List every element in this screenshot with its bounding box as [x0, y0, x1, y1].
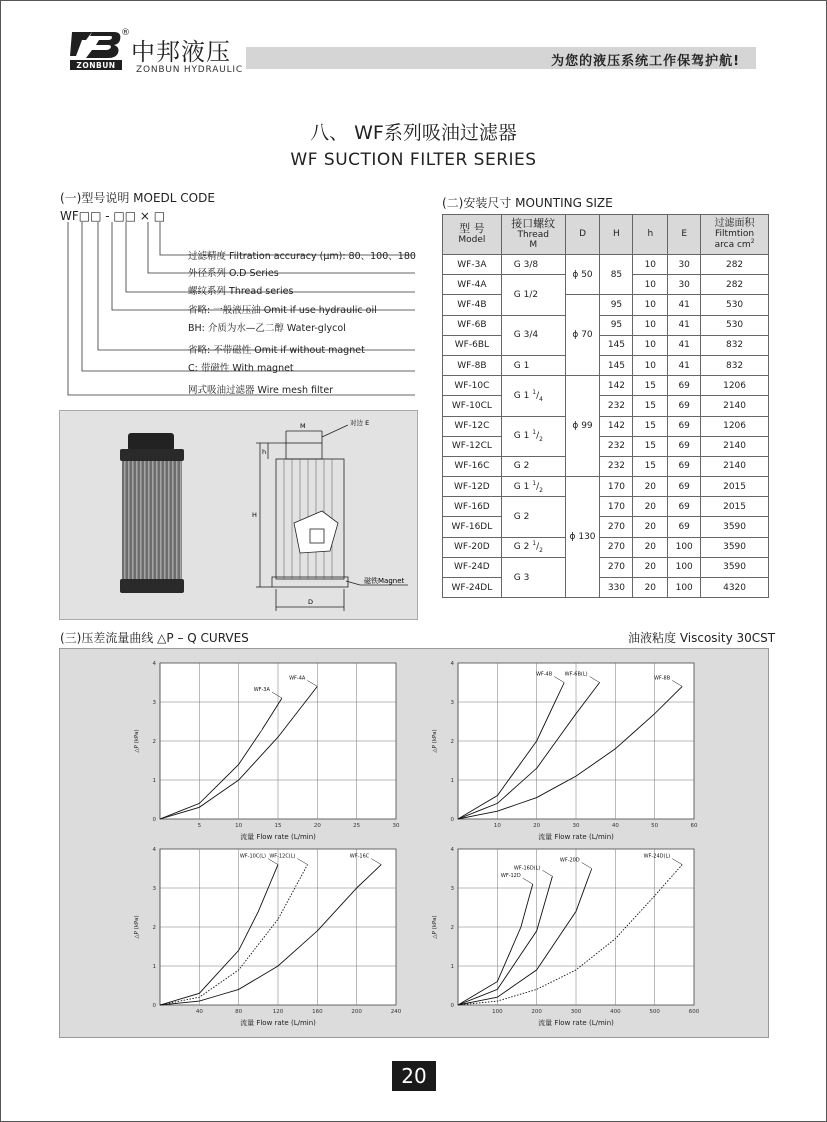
filter-mesh: [122, 461, 182, 581]
table-row: WF-12D G 1 $^1/_2$ ϕ 130 170 20 69 2015: [443, 477, 769, 497]
zonbun-logo: [70, 30, 122, 70]
chart-series-label: WF-16C: [349, 853, 370, 860]
chart-series-label: WF-12C(L): [269, 853, 296, 860]
chart-x-tick-label: 25: [353, 823, 361, 829]
chart-y-tick-label: 1: [450, 964, 454, 970]
table-row: WF-3A G 3/8 ϕ 50 85 10 30 282: [443, 255, 769, 275]
chart-y-tick-label: 0: [450, 1003, 454, 1009]
chart-y-tick-label: 4: [152, 661, 156, 667]
chart-x-tick-label: 200: [531, 1009, 542, 1015]
chart-y-tick-label: 4: [450, 661, 454, 667]
chart-x-tick-label: 600: [688, 1009, 700, 1015]
chart-series-label: WF-8B: [653, 675, 671, 682]
title-cn: 八、 WF系列吸油过滤器: [310, 122, 517, 144]
chart-x-tick-label: 20: [533, 823, 541, 829]
chart-y-tick-label: 0: [152, 1003, 156, 1009]
chart-series-label: WF-4A: [289, 675, 306, 682]
model-code-line-4: 省略: 一般液压油 Omit if use hydraulic oil: [188, 305, 377, 316]
mounting-size-heading: (二)安装尺寸 MOUNTING SIZE: [442, 196, 613, 210]
product-photo-panel: [59, 410, 418, 620]
model-code-line-3: 螺纹系列 Thread series: [188, 286, 294, 297]
table-row: WF-12C G 1 $^1/_2$ 142 15 69 1206: [443, 416, 769, 436]
table-row: WF-24D G 3 270 20 100 3590: [443, 557, 769, 577]
col-model: 型 号 Model: [443, 215, 502, 255]
curves-panel: [59, 648, 769, 1038]
chart-x-axis-label: 流量 Flow rate (L/min): [538, 833, 614, 841]
chart-x-tick-label: 50: [651, 823, 659, 829]
chart-x-tick-label: 5: [197, 823, 202, 829]
chart-y-axis-label: △P (kPa): [432, 729, 438, 753]
chart-series-label: WF-12D: [500, 873, 521, 880]
dim-label-d: D: [308, 598, 314, 606]
col-d: D: [565, 215, 600, 255]
registered-mark: ®: [121, 28, 130, 38]
chart-x-tick-label: 20: [313, 823, 321, 829]
chart-x-tick-label: 15: [274, 823, 282, 829]
chart-series-label: WF-20D: [559, 857, 580, 864]
chart-x-tick-label: 30: [392, 823, 400, 829]
title-en: WF SUCTION FILTER SERIES: [290, 150, 537, 170]
brand-name-cn: 中邦液压: [131, 38, 231, 66]
chart-x-tick-label: 500: [649, 1009, 660, 1015]
chart-series-label: WF-6B(L): [564, 671, 588, 678]
pressure-flow-charts: [60, 649, 770, 1039]
filter-illustration: [60, 411, 419, 621]
chart-y-tick-label: 3: [152, 886, 156, 892]
table-row: WF-8B G 1 145 10 41 832: [443, 355, 769, 375]
filter-cap: [128, 433, 174, 451]
chart-y-axis-label: △P (kPa): [432, 915, 438, 939]
page-number: 20: [392, 1061, 436, 1091]
chart-x-tick-label: 30: [572, 823, 580, 829]
model-code-heading: (一)型号说明 MOEDL CODE: [60, 191, 215, 205]
chart-x-axis-label: 流量 Flow rate (L/min): [240, 1019, 316, 1027]
chart-x-tick-label: 400: [610, 1009, 621, 1015]
col-H: H: [600, 215, 633, 255]
chart-y-tick-label: 3: [450, 700, 454, 706]
chart-y-tick-label: 2: [450, 739, 454, 745]
table-row: WF-4B ϕ 70 95 10 41 530: [443, 295, 769, 315]
chart-y-tick-label: 1: [152, 964, 156, 970]
mounting-size-table: [442, 214, 769, 598]
table-row: WF-4A G 1/2 10 30 282: [443, 275, 769, 295]
slogan: 为您的液压系统工作保驾护航!: [551, 54, 740, 69]
dim-label-h-small: h: [262, 448, 267, 456]
dim-label-e: 对边 E: [350, 419, 370, 427]
table-row: WF-12CL 232 15 69 2140: [443, 436, 769, 456]
slogan-bar: [246, 47, 756, 69]
chart-y-tick-label: 2: [152, 739, 156, 745]
model-code-line-8: 网式吸油过滤器 Wire mesh filter: [188, 385, 334, 396]
model-code-string: WF□□ - □□ × □: [60, 209, 166, 223]
table-row: WF-24DL 330 20 100 4320: [443, 578, 769, 598]
chart-x-tick-label: 10: [235, 823, 243, 829]
chart-y-axis-label: △P (kPa): [134, 915, 140, 939]
magnet-label: 磁铁Magnet: [364, 577, 405, 585]
chart-y-tick-label: 2: [152, 925, 156, 931]
model-code-line-6: 省略: 不带磁性 Omit if without magnet: [188, 345, 365, 356]
chart-x-tick-label: 40: [611, 823, 619, 829]
chart-x-tick-label: 160: [312, 1009, 323, 1015]
chart-y-tick-label: 3: [152, 700, 156, 706]
table-row: WF-10CL 232 15 69 2140: [443, 396, 769, 416]
chart-y-tick-label: 0: [152, 817, 156, 823]
col-h: h: [633, 215, 668, 255]
chart-y-tick-label: 4: [450, 847, 454, 853]
chart-series-label: WF-24D(L): [643, 853, 671, 860]
brand-name-en: ZONBUN HYDRAULIC: [136, 65, 243, 75]
table-row: WF-16C G 2 232 15 69 2140: [443, 456, 769, 476]
table-header-row: [443, 215, 769, 255]
table-row: WF-6B G 3/4 95 10 41 530: [443, 315, 769, 335]
chart-y-axis-label: △P (kPa): [134, 729, 140, 753]
chart-x-tick-label: 120: [272, 1009, 284, 1015]
curves-heading: (三)压差流量曲线 △P – Q CURVES: [60, 631, 249, 645]
table-row: WF-16DL 270 20 69 3590: [443, 517, 769, 537]
chart-y-tick-label: 2: [450, 925, 454, 931]
chart-x-axis-label: 流量 Flow rate (L/min): [240, 833, 316, 841]
chart-y-tick-label: 1: [450, 778, 454, 784]
chart-x-tick-label: 60: [690, 823, 698, 829]
col-e: E: [668, 215, 701, 255]
chart-x-tick-label: 300: [570, 1009, 582, 1015]
model-code-line-1: 过滤精度 Filtration accuracy (μm): 80、100、180: [188, 251, 416, 262]
chart-x-tick-label: 40: [195, 1009, 203, 1015]
chart-x-axis-label: 流量 Flow rate (L/min): [538, 1019, 614, 1027]
chart-x-tick-label: 80: [235, 1009, 243, 1015]
chart-x-tick-label: 240: [390, 1009, 402, 1015]
viscosity-note: 油液粘度 Viscosity 30CST: [628, 631, 776, 645]
chart-series-label: WF-3A: [253, 687, 270, 694]
model-code-line-2: 外径系列 O.D Series: [188, 268, 279, 279]
logo-text: ZONBUN: [76, 61, 116, 70]
chart-y-tick-label: 3: [450, 886, 454, 892]
table-row: WF-20D G 2 $^1/_2$ 270 20 100 3590: [443, 537, 769, 557]
model-code-line-5: BH: 介质为水—乙二醇 Water-glycol: [188, 323, 346, 334]
chart-x-tick-label: 10: [493, 823, 501, 829]
chart-x-tick-label: 200: [351, 1009, 362, 1015]
dim-label-h: H: [252, 511, 257, 519]
table-row: WF-6BL 145 10 41 832: [443, 335, 769, 355]
chart-y-tick-label: 4: [152, 847, 156, 853]
chart-x-tick-label: 100: [492, 1009, 503, 1015]
table-row: WF-16D G 2 170 20 69 2015: [443, 497, 769, 517]
col-thread: 接口螺纹 Thread M: [501, 215, 565, 255]
dim-label-m: M: [300, 422, 306, 430]
col-area: 过滤面积 Filtmtion arca $cm^2$: [701, 215, 769, 255]
table-row: WF-10C G 1 $^1/_4$ ϕ 99 142 15 69 1206: [443, 376, 769, 396]
model-code-line-7: C: 带磁性 With magnet: [188, 363, 294, 374]
chart-series-label: WF-10C(L): [239, 853, 266, 860]
chart-y-tick-label: 0: [450, 817, 454, 823]
chart-y-tick-label: 1: [152, 778, 156, 784]
chart-series-label: WF-4B: [535, 671, 553, 678]
chart-series-label: WF-16D(L): [513, 865, 541, 872]
